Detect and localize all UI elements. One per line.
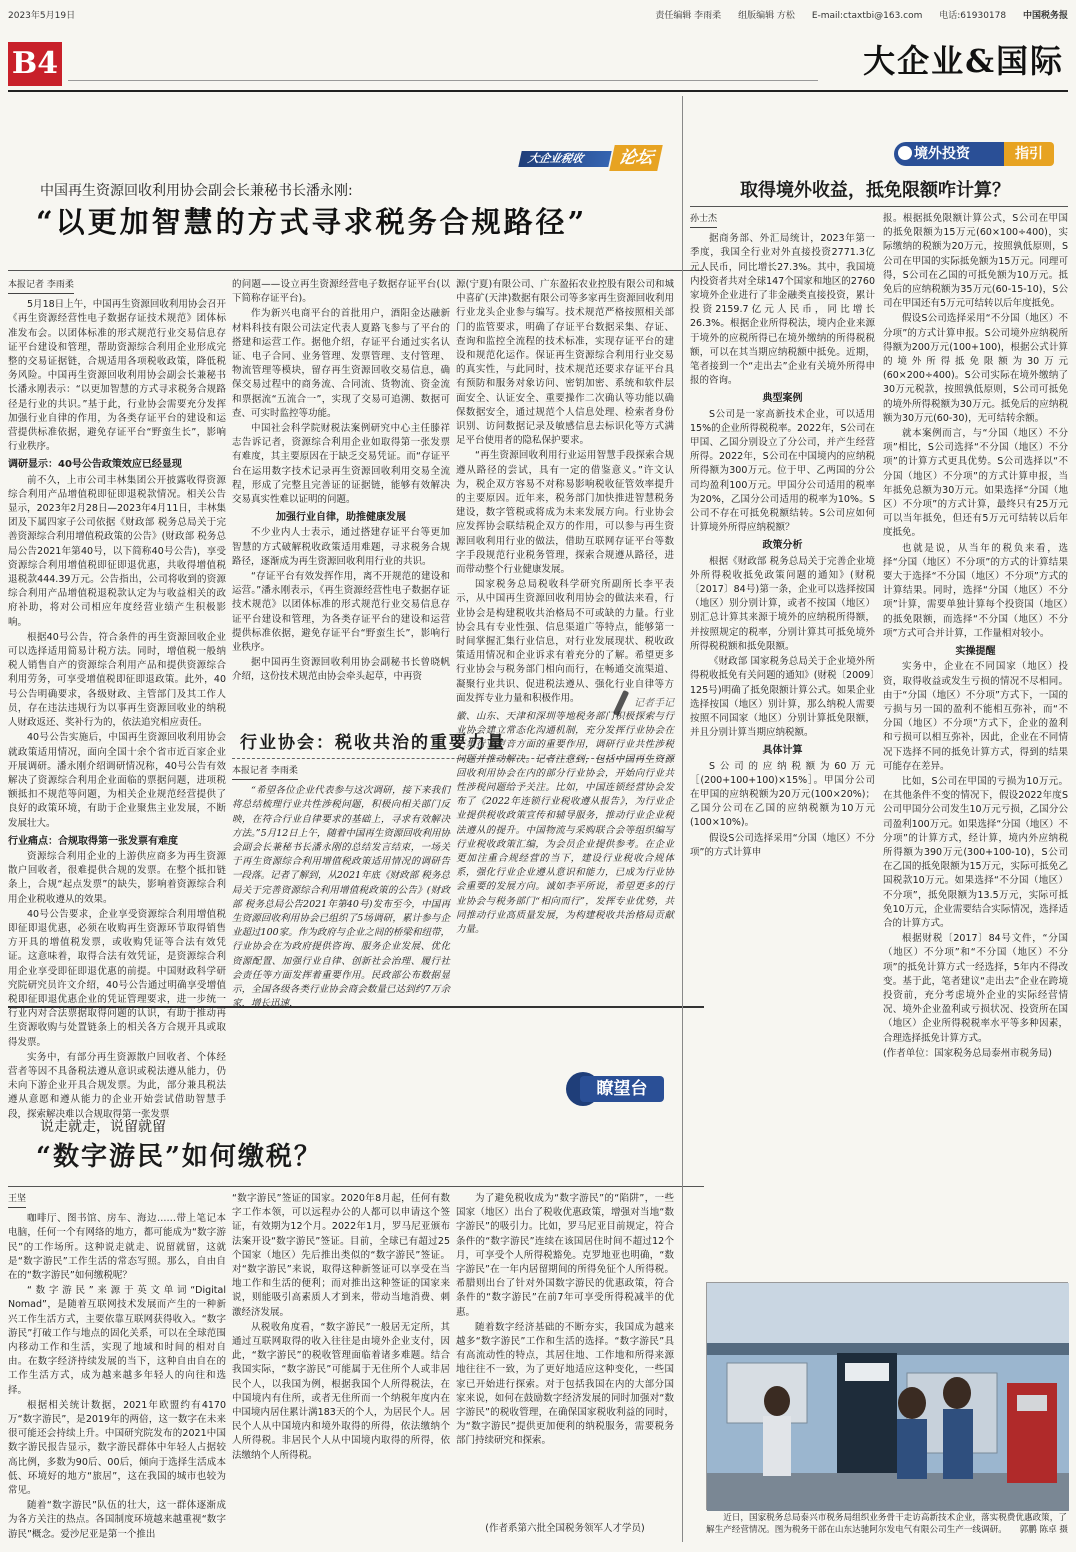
paragraph: 根据相关统计数据，2021年欧盟约有4170万“数字游民”，是2019年的两倍，这一数字在未来很可能还会持续上升。中国研究院发布的2021中国数字游民报告显示，数字游民群体中年轻人占据较高比例，多数为90后、00后，倾向于选择生活成本低、环境好的地方“旅居”，这在我国的城市也较为常见。 <box>8 1399 226 1497</box>
photo-credit: 郭鹏 陈卓 摄 <box>1019 1525 1068 1535</box>
divider <box>690 206 1068 207</box>
paragraph: S公司是一家高新技术企业，可以适用15%的企业所得税税率。2022年，S公司在甲国、乙国分别设立了分公司，并产生经营所得。2022年，S公司在中国境内的应纳税所得额为300万元。位于甲、乙两国的分公司均盈利100万元。甲国分公司适用的税率为20%，乙国分公司适用的税率为10%。S公司不存在可抵免税额结转。S公司应如何计算境外所得应纳税额？ <box>690 408 875 534</box>
caption-text: 近日，国家税务总局泰兴市税务局组织业务骨干走访高新技术企业，落实税费优惠政策，了解生产经营情况。图为税务干部在山东达驰阿尔发电气有限公司生产一线调研。 <box>706 1513 1067 1535</box>
paragraph: 随着“数字游民”队伍的壮大，这一群体逐渐成为各方关注的热点。各国制度环境越来越重视“数字游民”概念。爱沙尼亚是第一个推出 <box>8 1500 226 1540</box>
page-number: B4 <box>8 42 62 86</box>
paragraph: 从税收角度看，“数字游民”一般居无定所，其通过互联网取得的收入往往是由境外企业支付，因此，“数字游民”的税收管理面临着诸多难题。结合我国实际，“数字游民”可能属于无住所个人或非居民个人，以我国为例，根据我国个人所得税法，在中国境内有住所，或者无住所而一个纳税年度内在中国境内居住累计满183天的个人，为居民个人。居民个人从中国境内和境外取得的所得，依法缴纳个人所得税。非居民个人从中国境内取得的所得，依法缴纳个人所得税。 <box>232 1321 450 1461</box>
paragraph: 报。根据抵免限额计算公式，S公司在甲国的抵免限额为15万元(60×100÷400)，实际缴纳的税额为20万元，按照孰低原则，S公司在甲国的实际抵免额为15万元。同理可得，S公司在乙国的可抵免额为10万元。抵免后的应纳税额为35万元(60-15-10)，S公司在甲国还有5万元可结转以后年度抵免。 <box>883 213 1068 310</box>
note-title: 行业协会：税收共治的重要力量 <box>240 733 506 753</box>
paragraph: 40号公告要求，企业享受资源综合利用增值税即征即退优惠，必须在收购再生资源环节取得销售方开具的增值税发票，或收购凭证等合法有效凭证。这意味着，取得合法有效凭证，是资源综合利用企业享受即征即退优惠的前提。中国财政科学研究院研究员许文介绍，40号公告通过明确享受增值税即征即退优惠企业的凭证管理要求，进一步统一行业内对合法票据取得问题的认识，有助于推动再生资源收购与处置链条上的相关各方合规开具或取得发票。 <box>8 908 226 1048</box>
photo-caption <box>706 1512 1068 1536</box>
right-column-1 <box>690 212 875 1254</box>
paragraph: 资源综合利用企业的上游供应商多为再生资源散户回收者，很难提供合规的发票。在整个抵扣链条上，合规“起点发票”的缺失，影响着资源综合利用企业税收遵从的效果。 <box>8 850 226 905</box>
bottom-column-1 <box>8 1192 226 1542</box>
paragraph: “数字游民”签证的国家。2020年8月起，任何有数字工作本领，可以远程办公的人都可以申请这个签证，有效期为12个月。2022年1月，罗马尼亚颁布法案开设“数字游民”签证。目前，全球已有超过25个国家（地区）先后推出类似的“数字游民”签证。对“数字游民”来说，取得这种新签证可以享受在当地工作和生活的便利；而对推出这种签证的国家来说，则能吸引高素质人才到来，带动当地消费、刺激经济发展。 <box>232 1193 450 1318</box>
column-badge-forum: 论坛 <box>609 145 663 171</box>
paragraph: 假设S公司选择采用“分国（地区）不分项”的方式计算申 <box>690 832 875 858</box>
right-headline: 取得境外收益，抵免限额咋计算？ <box>740 180 1010 201</box>
subheading: 实操提醒 <box>955 646 996 658</box>
meta-line <box>8 6 1068 22</box>
section-divider <box>8 1006 704 1008</box>
column-rule <box>682 96 683 1542</box>
article-headline: “以更加智慧的方式寻求税务合规路径” <box>36 205 588 239</box>
paragraph: 根据《财政部 税务总局关于完善企业境外所得税收抵免政策问题的通知》(财税〔2017〕84号)第一条，企业可以选择按国（地区）别分别计算，或者不按国（地区）别汇总计算其来源于境外的应纳税所得额，并按照规定的税率，分别计算其可抵免境外所得税税额和抵免限额。 <box>690 555 875 652</box>
paragraph: “再生资源回收利用行业运用智慧手段探索合规遵从路径的尝试，具有一定的借鉴意义。”许文认为，税企双方容易不对称易影响税收征管效率提升的主要原因。近年来，税务部门加快推进智慧税务建设，数字管税或将成为未来发展方向。行业协会应发挥协会联结税企双方的作用，可以参与再生资源回收利用行业的做法，借助互联网存证平台等数字手段规范行业税务管理，探索合规遵从路径，进而带动整个行业健康发展。 <box>456 450 674 576</box>
paragraph: 的问题——设立再生资源经营电子数据存证平台(以下简称存证平台)。 <box>232 279 450 305</box>
issue-date: 2023年5月19日 <box>8 10 76 21</box>
right-byline: 孙士杰 <box>690 212 717 228</box>
paragraph: 不少业内人士表示，通过搭建存证平台等更加智慧的方式破解税收政策适用难题，寻求税务合规路径，逐渐成为再生资源回收利用行业的共识。 <box>232 527 450 567</box>
guide-badge <box>894 140 1064 168</box>
subheading: 具体计算 <box>762 745 803 757</box>
meta-right <box>641 8 1068 21</box>
note-tag: 记者手记 <box>634 698 674 709</box>
column-badge <box>520 145 660 171</box>
paragraph: S公司的应纳税额为60万元［(200+100+100)×15%］。甲国分公司在甲国的应纳税额为20万元(100×20%)；乙国分公司在乙国的应纳税额为10万元(100×10%)。 <box>690 760 875 829</box>
article-byline: 本报记者 李雨柔 <box>8 278 74 294</box>
page-header <box>8 28 1068 92</box>
article-column-2 <box>232 278 450 694</box>
divider <box>8 270 704 271</box>
author-affiliation: (作者单位：国家税务总局泰州市税务局) <box>883 1047 1052 1059</box>
bottom-kicker: 说走就走，说留就留 <box>40 1119 166 1135</box>
paragraph: “数字游民”来源于英文单词“Digital Nomad”，是随着互联网技术发展而产生的一种新兴工作生活方式，主要依靠互联网获得收入。“数字游民”打破工作与地点的固化关系，可以在全球范围内移动工作和生活，实现了地域和时间的相对自由。在数字经济持续发展的当下，这种自由自在的工作生活方式，成为越来越多年轻人的向往和选择。 <box>8 1285 226 1396</box>
bottom-column-2 <box>232 1192 450 1512</box>
paragraph: 作为新兴电商平台的首批用户，酒阳金达融新材料科技有限公司法定代表人夏路飞参与了平台的搭建和运营工作。据他介绍，存证平台通过实名认证、电子合同、业务管理、发票管理、支付管理、物流管理等模块，留存再生资源回收交易信息，确保交易过程中的商务流、合同流、货物流、资金流和票据流“五流合一”，实现了交易可追溯、数据可查、可实时监控等功能。 <box>232 308 450 419</box>
subheading: 调研显示：40号公告政策效应已经显现 <box>8 459 182 471</box>
paragraph: 根据40号公告，符合条件的再生资源回收企业可以选择适用简易计税方法。同时，增值税一般纳税人销售自产的资源综合利用产品和提供资源综合利用劳务，可享受增值税即征即退政策。此外，40号公告明确要求，各级财政、主管部门及其工作人员，存在违法违规行为以事再生资源回收业的纳税人财政返还、奖补行为的，依法追究相应责任。 <box>8 631 226 729</box>
subheading: 政策分析 <box>762 540 803 552</box>
watchtower-label: 瞭望台 <box>580 1076 664 1102</box>
section-title: 大企业&国际 <box>863 42 1064 80</box>
paragraph: 40号公告实施后，中国再生资源回收利用协会就政策适用情况，面向全国十余个省市近百家企业开展调研。潘永刚介绍调研情况称，40号公告有效解决了资源综合利用企业面临的票据问题，进项税额抵扣不规范等问题，为相关企业规范经营提供了良好的政策环境，有助于企业聚焦主业发展，不断发展壮大。 <box>8 732 226 829</box>
guide-badge-name: 境外投资 <box>894 142 1004 166</box>
paragraph: 源(宁夏)有限公司、广东盈拓农业控股有限公司和城中喜矿(天津)数据有限公司等多家再生资源回收利用行业龙头企业参与编写。技术规范严格按照相关部门的监管要求，明确了存证平台数据采集、存证、查询和监控全流程的技术标准，实现存证平台的建设和规范化运作。保证再生资源综合利用行业交易的真实性，与此同时，技术规范还要求存证平台具有预防和服务对象访问、密钥加密、系统和软件层面安全、认证安全、重要操作二次确认等功能以确保数据安全，通过规范个人信息处理、检索者身份识别、访问数据记录及敏感信息去标识化等方式满足平台使用者的隐私保护要求。 <box>456 279 674 447</box>
paragraph: 中国社会科学院财税法案例研究中心主任滕祥志告诉记者，资源综合利用企业如取得第一张发票有难度，其主要原因在于缺乏交易凭证。而“存证平台在运用数字技术记录再生资源回收利用交易全流程，形成了完整且完善证的证据链，能够有效解决交易真实性难以证明的问题。 <box>232 423 450 506</box>
bottom-headline: “数字游民”如何缴税？ <box>36 1142 322 1172</box>
subheading: 典型案例 <box>762 393 803 405</box>
right-column-2 <box>883 212 1068 1254</box>
paragraph: “希望各位企业代表参与这次调研，接下来我们将总结梳理行业共性涉税问题，积极向相关部门反映，在符合行业自律要求的基础上，寻求有效解决方法。”5月12日上午，随着中国再生资源回收利用协会副会长兼秘书长潘永刚的总结发言结束，一场关于再生资源综合利用增值税政策适用情况的调研告一段落。记者了解到，从2021年底《财政部 税务总局关于完善资源综合利用增值税政策的公告》(财政部 税务总局公告2021年第40号)发布至今，中国再生资源回收利用协会已组织了5场调研，累计参与企业超过100家。作为政府与企业之间的桥梁和纽带，行业协会在为政府提供咨询、服务企业发展、优化资源配置、加强行业自律、创新社会治理、履行社会责任等方面发挥着重要作用。民政部公布数据显示，全国各级各类行业协会商会数量已达到约7万余家，增长迅速， <box>232 785 450 1010</box>
subheading: 行业痛点：合规取得第一张发票有难度 <box>8 835 178 847</box>
bottom-column-3 <box>456 1192 674 1512</box>
news-photo <box>706 1282 1068 1510</box>
paragraph: 咖啡厅、图书馆、房车、海边……带上笔记本电脑，任何一个有网络的地方，都可能成为“数字游民”的工作场所。这种说走就走、说留就留，这就是“数字游民”工作生活的常态写照。那么，自由自在的“数字游民”如何缴税呢？ <box>8 1213 226 1282</box>
article-column-1 <box>8 278 226 1120</box>
article-kicker: 中国再生资源回收利用协会副会长兼秘书长潘永刚: <box>40 183 353 199</box>
column-badge-name: 大企业税收 <box>518 151 611 167</box>
header-rule <box>68 80 818 81</box>
author-note: (作者系第六批全国税务领军人才学员) <box>485 1523 645 1534</box>
paragraph: 就本案例而言，与“分国（地区）不分项”相比，S公司选择“不分国（地区）不分项”的计算方式更具优势。S公司选择以“不分国（地区）不分项”的方式计算申报，当年抵免总额为30万元。如果选择“分国（地区）不分项”的方式计算，最终只有25万元可以当年抵免，但还有5万元可结转以后年度抵免。 <box>883 428 1068 539</box>
divider <box>8 1186 704 1187</box>
paragraph: 徽、山东、天津和深圳等地税务部门积极探索与行业协会建立常态化沟通机制，充分发挥行业协会在汇集行业声音方面的重要作用，调研行业共性涉税问题并推动解决。记者注意到，包括中国再生资源回收利用协会在内的部分行业协会，开始向行业共性涉税问题给予关注。比如，中国连锁经营协会发布了《2022年连锁行业税收遵从报告》，为行业企业提供税收政策宣传和辅导服务，推动行业企业税法遵从的提升。中国物流与采购联合会等组织编写行业税收政策汇编，为会员企业提供参考。在企业更加注重合规经营的当下，建设行业税收合规体系，强化行业企业遵从意识和能力，已成为行业协会重要的发展方向。诚如李平所说，希望更多的行业协会与税务部门“相向而行”，发挥专业优势，共同推动行业高质量发展，为构建税收共治格局贡献力量。 <box>456 711 674 936</box>
factory-photo-illustration <box>707 1283 1069 1511</box>
paragraph: 5月18日上午，中国再生资源回收利用协会召开《再生资源经营性电子数据存证技术规范》团体标准发布会。以团体标准的形式规范行业交易信息存证平台建设和管理，帮助资源综合利用企业形成完整的交易证据链，合规适用各项税收政策，降低税务风险。中国再生资源回收利用协会副会长兼秘书长潘永刚表示：“以更加智慧的方式寻求税务合规路径是行业的共识。”基于此，行业协会需要充分发挥加强行业自律的作用，为各类存证平台的建设和运营提供标准依据，避免存证平台“野蛮生长”，影响行业秩序。 <box>8 299 226 453</box>
paragraph: 实务中，企业在不同国家（地区）投资，取得收益或发生亏损的情况不尽相同。由于“分国（地区）不分项”方式下，一国的亏损与另一国的盈利不能相互弥补，而“不分国（地区）不分项”方式下，企业的盈利和亏损可以相互弥补，因此，企业在不同情况下选择不同的抵免计算方式，得到的结果可能存在差异。 <box>883 661 1068 772</box>
subheading: 加强行业自律，助推健康发展 <box>276 512 406 524</box>
note-column-1 <box>232 764 450 1010</box>
reporter-note <box>232 694 674 1010</box>
paragraph: 据中国再生资源回收利用协会副秘书长曾晓帆介绍，这份技术规范由协会牵头起草，中再资 <box>232 657 450 683</box>
meta-phone: 电话:61930178 <box>939 10 1007 21</box>
paragraph: 《财政部 国家税务总局关于企业境外所得税收抵免有关问题的通知》(财税〔2009〕125号)明确了抵免限额计算公式。如果企业选择按国（地区）别计算，那么纳税人需要按照不同国家（地区）分别计算抵免限额，并且分别计算当期应纳税额。 <box>690 656 875 739</box>
note-byline: 本报记者 李雨柔 <box>232 764 298 780</box>
meta-designer: 组版编辑 方松 <box>738 10 795 21</box>
note-column-2 <box>456 710 674 996</box>
paragraph: 也就是说，从当年的税负来看，选择“分国（地区）不分项”的方式的计算结果要大于选择“不分国（地区）不分项”方式的计算结果。同时，选择“分国（地区）不分项”计算，需要单独计算每个投资国（地区）的抵免限额，而选择“不分国（地区）不分项”方式可合并计算，工作量相对较小。 <box>883 542 1068 639</box>
paragraph: 据商务部、外汇局统计，2023年第一季度，我国全行业对外直接投资2771.3亿元人民币，同比增长27.3%。其中，我国境内投资者共对全球147个国家和地区的2760家境外企业进行了非金融类直接投资，累计投资2159.7亿元人民币，同比增长26.3%。根据企业所得税法，境内企业来源于境外的应税所得已在境外缴纳的所得税税额，可以在其当期应纳税额中抵免。近期，笔者接到一个“走出去”企业有关境外所得申报的咨询。 <box>690 233 875 387</box>
paragraph: “存证平台有效发挥作用，离不开规范的建设和运营。”潘永刚表示，《再生资源经营性电子数据存证技术规范》以团体标准的形式规范行业交易信息存证平台建设和管理，为各类存证平台的建设和运营提供标准依据，避免存证平台“野蛮生长”，影响行业秩序。 <box>232 571 450 654</box>
paragraph: 前不久，上市公司丰林集团公开披露收得资源综合利用产品增值税即征即退税款情况。相关公告显示，2023年2月28日—2023年4月11日，丰林集团及下属四家子公司依据《财政部 税务总局关于完善资源综合利用增值税政策的公告》(财政部 税务总局公告2021年第40号，以下简称40号公告)，享受资源综合利用增值税即征即退优惠，共收得增值税退税款444.39万元。公告指出，公司将收到的资源综合利用产品增值税退税款认定为与收益相关的政府补助，将对公司相应年度经营业绩产生积极影响。 <box>8 474 226 628</box>
paragraph: 假设S公司选择采用“不分国（地区）不分项”的方式计算申报。S公司境外应纳税所得额为200万元(100+100)，根据公式计算的境外所得抵免限额为30万元(60×200÷400)。S公司实际在境外缴纳了30万元税款，按照孰低原则，S公司可抵免的境外所得税额为30万元。抵免后的应纳税额为30万元(60-30)，无可结转余额。 <box>883 313 1068 424</box>
bottom-byline: 王坚 <box>8 1192 26 1208</box>
paragraph: 随着数字经济基础的不断夯实，我国成为越来越多“数字游民”工作和生活的选择。“数字游民”具有高流动性的特点，其居住地、工作地和所得来源地往往不一致，为了更好地适应这种变化，一些国家已开始进行探索。对于包括我国在内的大部分国家来说，如何在鼓励数字经济发展的同时加强对“数字游民”的税收管理，在确保国家税收利益的同时，为“数字游民”提供更加便利的纳税服务，需要税务部门持续研究和探索。 <box>456 1321 674 1447</box>
paragraph: 比如，S公司在甲国的亏损为10万元。在其他条件不变的情况下，假设2022年度S公司甲国分公司发生10万元亏损，乙国分公司盈利100万元。如果选择“分国（地区）不分项”的计算方式，经计算，境内外应纳税所得额为390万元(300+100-10)，S公司在乙国的抵免限额为15万元，实际可抵免乙国税款10万元。如果选择“不分国（地区）不分项”，抵免限额为13.5万元，实际可抵免10万元，企业需要结合实际情况，选择适合的计算方式。 <box>883 775 1068 929</box>
watchtower-badge <box>566 1072 666 1106</box>
paragraph: 实务中，有部分再生资源散户回收者、个体经营者等因不具备税法遵从意识或税法遵从能力，仍未向下游企业开具合规发票。为此，部分兼具税法遵从意愿和遵从能力的企业开始尝试借助智慧手段，探索解决难以合规取得第一张发票 <box>8 1051 226 1120</box>
meta-email: E-mail:ctaxtbi@163.com <box>811 10 923 21</box>
paragraph: 国家税务总局税收科学研究所副所长李平表示，从中国再生资源回收利用协会的做法来看，行业协会是构建税收共治格局不可或缺的力量。行业协会具有专业性强、信息渠道广等特点，能够第一时间掌握汇集行业信息，对行业发展现状、税收政策适用情况和企业诉求有着充分的了解。希望更多行业协会与税务部门相向而行，在畅通交流渠道、凝聚行业共识、促进税法遵从、强化行业自律等方面发挥专业力量和积极作用。 <box>456 579 674 704</box>
paper-name: 中国税务报 <box>1022 10 1068 21</box>
paragraph: 为了避免税收成为“数字游民”的“陷阱”，一些国家（地区）出台了税收优惠政策，增强对当地“数字游民”的吸引力。比如，罗马尼亚目前规定，符合条件的“数字游民”连续在该国居住时间不超过12个月，可享受个人所得税豁免。克罗地亚也明确，“数字游民”在一年内居留期间的所得免征个人所得税。希腊则出台了针对外国数字游民的优惠政策，符合条件的“数字游民”在前7年可享受所得税减半的优惠。 <box>456 1193 674 1318</box>
guide-badge-label: 指引 <box>1004 142 1054 166</box>
paragraph: 根据财税〔2017〕84号文件，“分国（地区）不分项”和“不分国（地区）不分项”的抵免计算方式一经选择，5年内不得改变。基于此，笔者建议“走出去”企业在跨境投资前，充分考虑境外企业的实际经营情况、境外企业盈利或亏损状况、投资所在国（地区）企业所得税税率水平等多种因素，合理选择抵免计算方式。 <box>883 933 1068 1044</box>
meta-editor: 责任编辑 李雨柔 <box>655 10 722 21</box>
